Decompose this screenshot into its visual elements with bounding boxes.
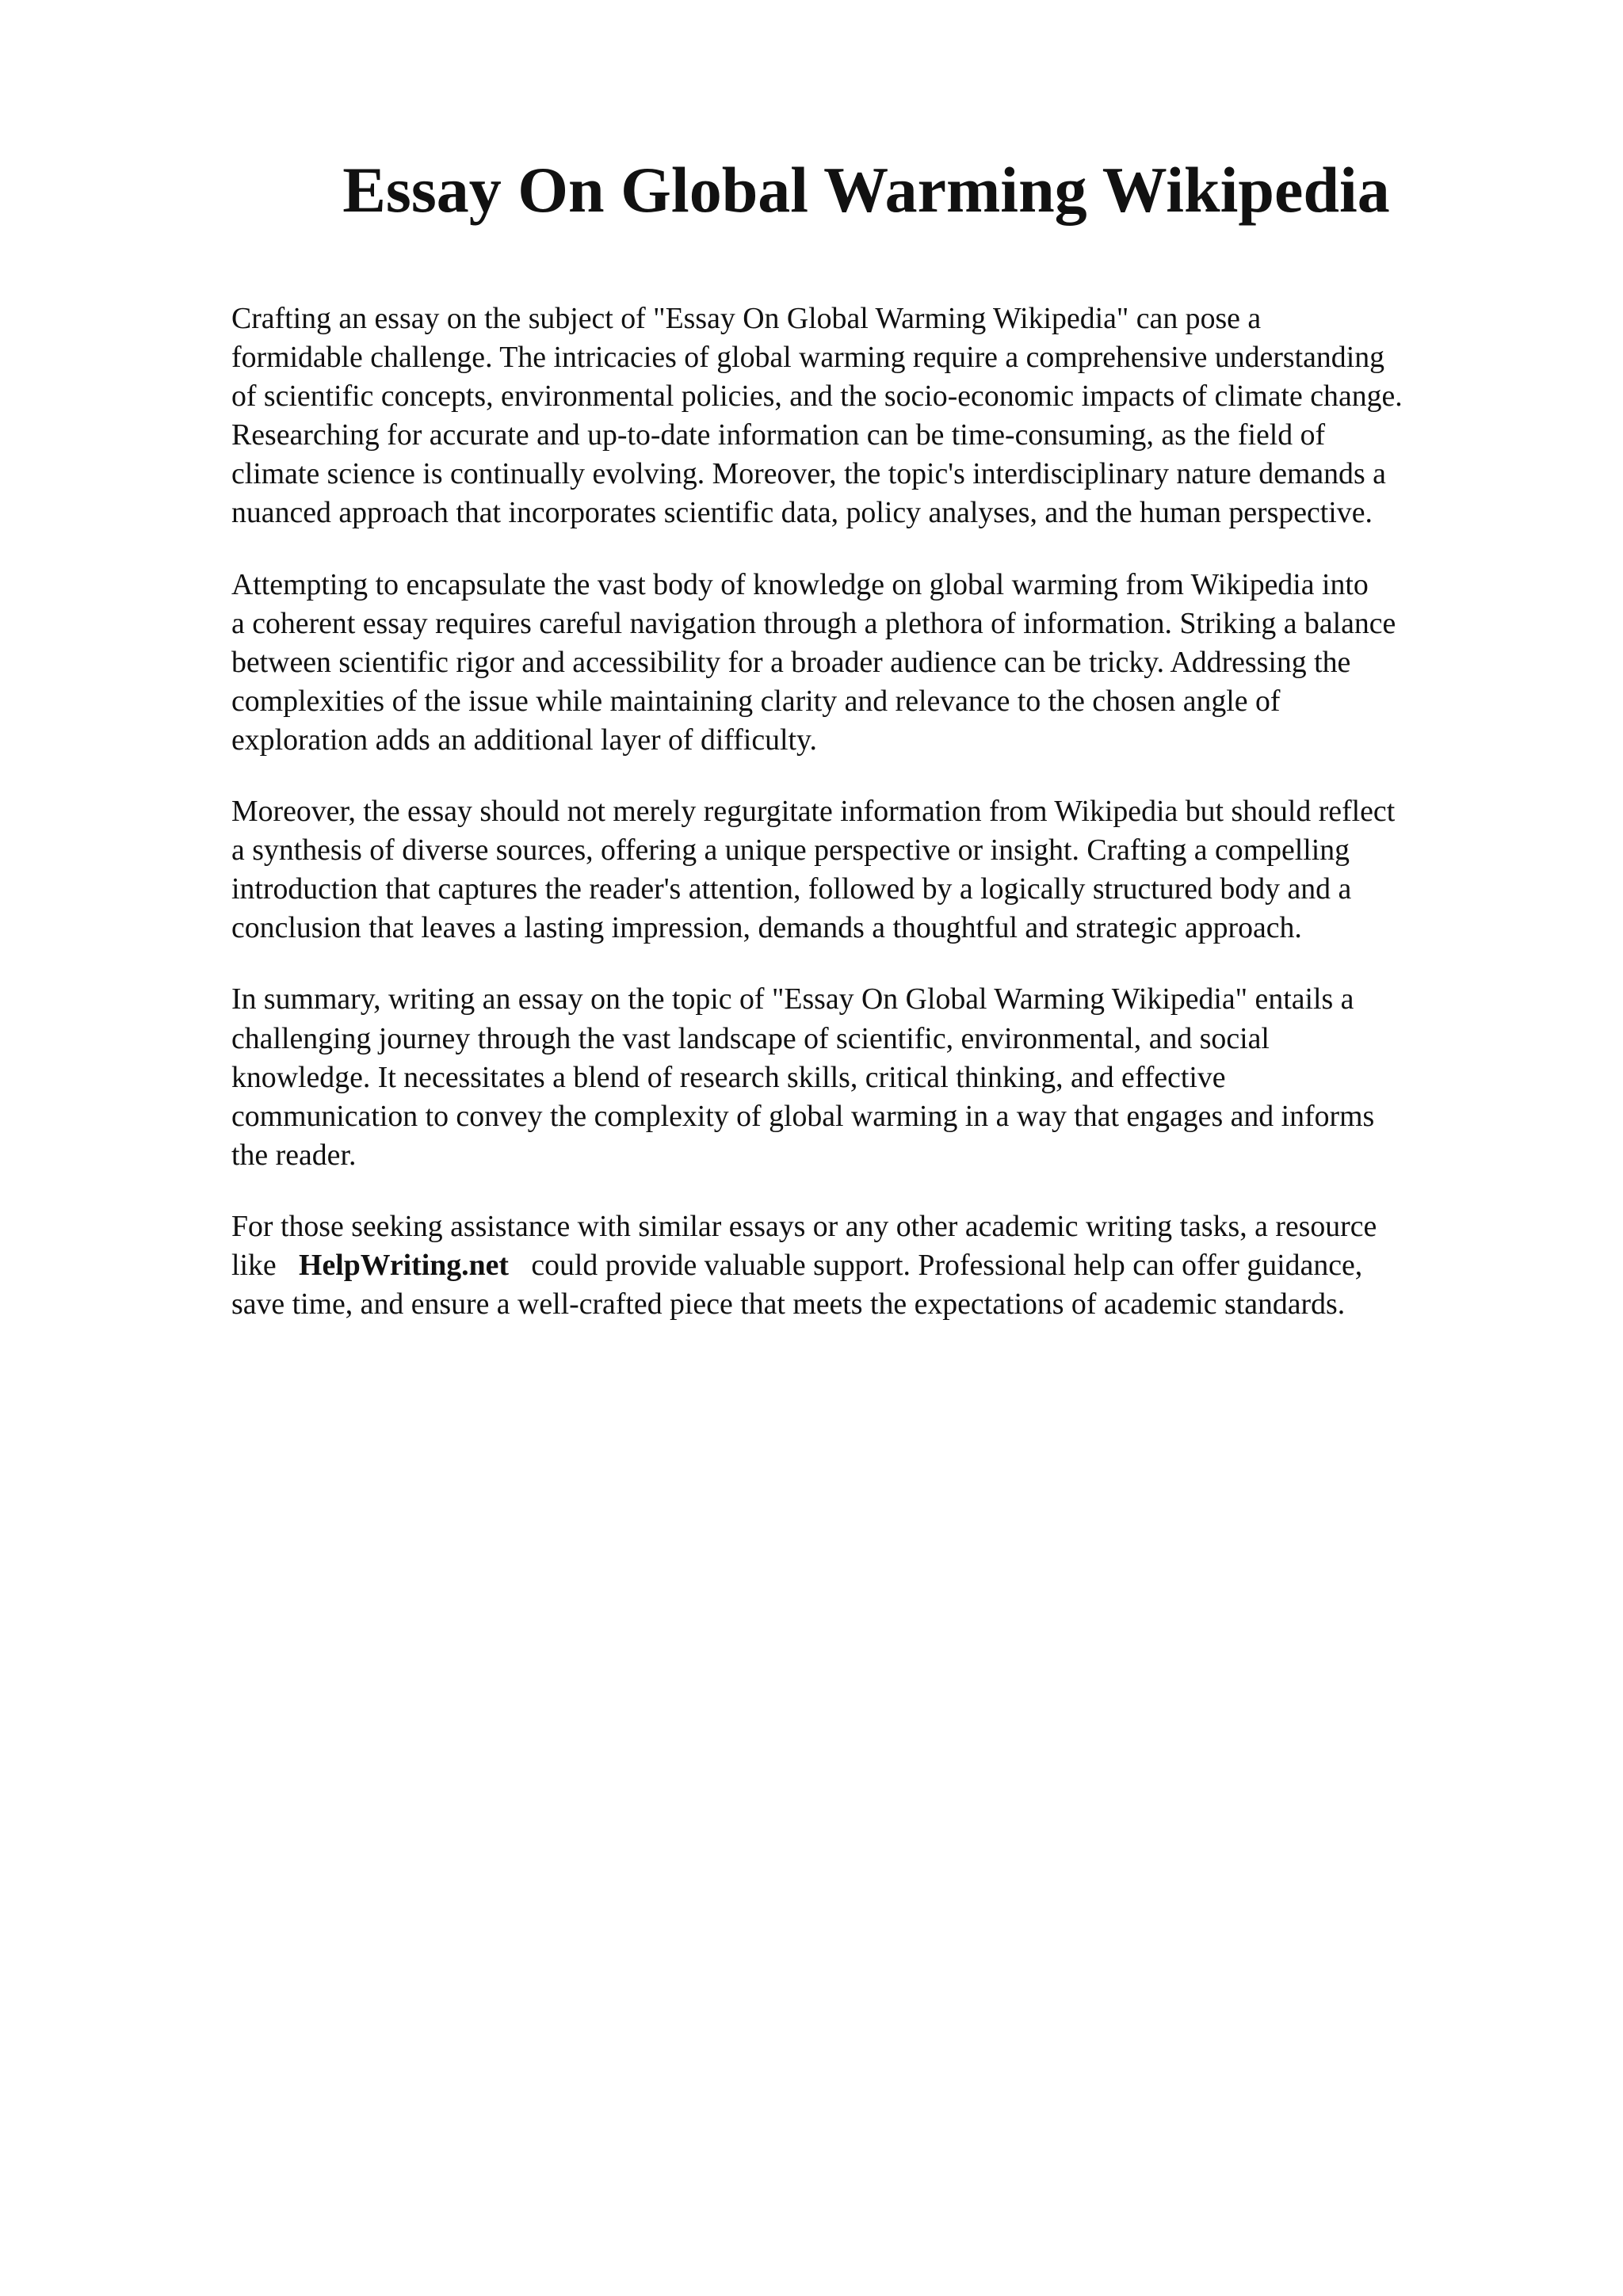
paragraph-line: introduction that captures the reader's attention, followed by a logically structured body and a <box>231 872 1352 906</box>
paragraph-line: a synthesis of diverse sources, offering a unique perspective or insight. Crafting a compelling <box>231 833 1350 868</box>
paragraph-line: between scientific rigor and accessibility for a broader audience can be tricky. Addressing the <box>231 645 1351 679</box>
paragraph-line: of scientific concepts, environmental policies, and the socio-economic impacts of climate change. <box>231 379 1403 414</box>
paragraph-line: communication to convey the complexity of global warming in a way that engages and informs <box>231 1099 1375 1133</box>
paragraph-line: exploration adds an additional layer of difficulty. <box>231 723 817 757</box>
helpwriting-brand: HelpWriting.net <box>299 1248 509 1282</box>
paragraph-line: conclusion that leaves a lasting impression, demands a thoughtful and strategic approach. <box>231 911 1302 945</box>
paragraph-line: Moreover, the essay should not merely regurgitate information from Wikipedia but should reflect <box>231 795 1396 829</box>
paragraph-line: nuanced approach that incorporates scientific data, policy analyses, and the human perspective. <box>231 496 1373 530</box>
document-title: Essay On Global Warming Wikipedia <box>342 154 1390 226</box>
paragraph-line: save time, and ensure a well-crafted piece that meets the expectations of academic standards. <box>231 1287 1346 1322</box>
paragraph-5 <box>231 1207 1515 1324</box>
paragraph-line: In summary, writing an essay on the topic of "Essay On Global Warming Wikipedia" entails a <box>231 982 1354 1016</box>
paragraph-text: like <box>231 1248 277 1282</box>
paragraph-1 <box>231 299 1515 533</box>
paragraph-line: knowledge. It necessitates a blend of research skills, critical thinking, and effective <box>231 1060 1226 1094</box>
document-body <box>231 299 1515 1356</box>
paragraph-line: formidable challenge. The intricacies of global warming require a comprehensive understanding <box>231 341 1384 375</box>
paragraph-line: a coherent essay requires careful navigation through a plethora of information. Striking a balance <box>231 606 1396 640</box>
paragraph-4 <box>231 980 1515 1174</box>
paragraph-line: the reader. <box>231 1138 357 1172</box>
paragraph-line: Attempting to encapsulate the vast body of knowledge on global warming from Wikipedia into <box>231 567 1369 601</box>
paragraph-line: complexities of the issue while maintaining clarity and relevance to the chosen angle of <box>231 684 1281 718</box>
paragraph-line: Crafting an essay on the subject of "Essay On Global Warming Wikipedia" can pose a <box>231 302 1262 335</box>
paragraph-3 <box>231 792 1515 948</box>
paragraph-line-with-brand <box>231 1246 1515 1285</box>
paragraph-2 <box>231 566 1515 760</box>
paragraph-line: For those seeking assistance with similar essays or any other academic writing tasks, a resource <box>231 1209 1377 1243</box>
paragraph-line: challenging journey through the vast landscape of scientific, environmental, and social <box>231 1021 1270 1055</box>
paragraph-text: could provide valuable support. Professional help can offer guidance, <box>531 1248 1363 1282</box>
paragraph-line: climate science is continually evolving. Moreover, the topic's interdisciplinary nature demands a <box>231 457 1386 491</box>
paragraph-line: Researching for accurate and up-to-date information can be time-consuming, as the field of <box>231 418 1326 452</box>
